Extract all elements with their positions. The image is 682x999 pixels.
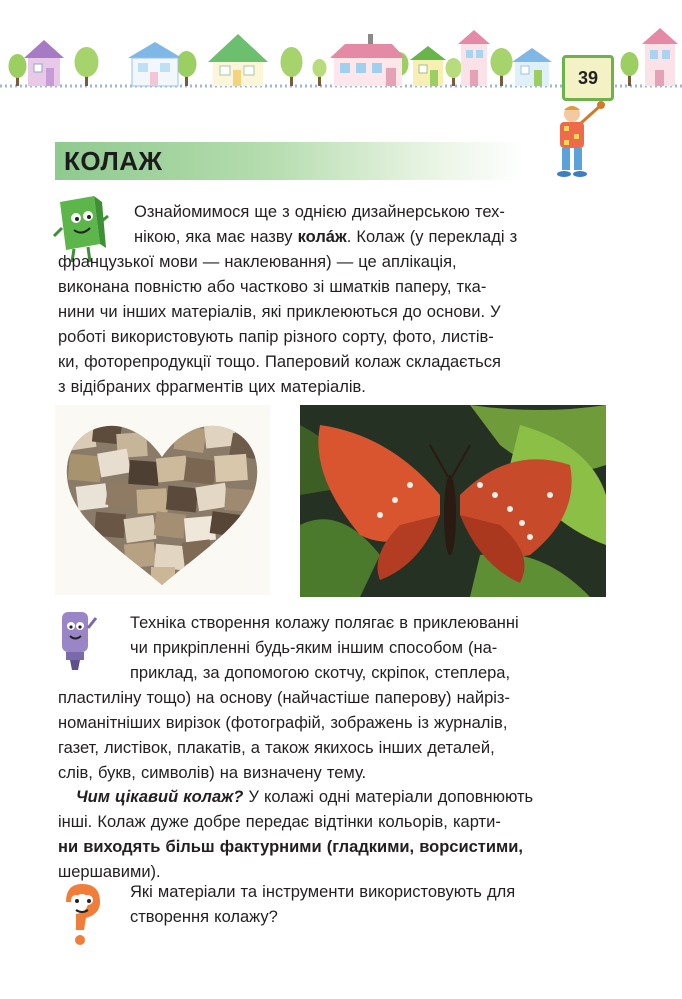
intro-line-7: ки, фоторепродукції тощо. Паперовий колаж складається	[58, 353, 501, 371]
intro-line-5: нини чи інших матеріалів, які приклеюються до основи. У	[58, 303, 501, 321]
interest-question: Чим цікавий колаж?	[76, 788, 244, 806]
page-title: КОЛАЖ	[64, 146, 163, 176]
interest-line-3: ни виходять більш фактурними (гладкими, ворсистими,	[58, 838, 523, 856]
orange-question-mascot-icon	[52, 880, 108, 946]
butterfly-collage-photo	[300, 405, 606, 597]
interest-line-2: інші. Колаж дуже добре передає відтінки кольорів, карти-	[58, 813, 501, 831]
technique-line-1: Техніка створення колажу полягає в приклеюванні	[130, 614, 519, 632]
technique-line-6: газет, листівок, плакатів, а також якихось інших деталей,	[58, 739, 495, 757]
intro-line-1: Ознайомимося ще з однією дизайнерською тех-	[134, 203, 505, 221]
interest-line-1: Чим цікавий колаж? У колажі одні матеріали доповнюють	[76, 788, 534, 806]
purple-glue-mascot-icon	[52, 608, 98, 672]
page-number: 39	[562, 55, 614, 101]
technique-line-2: чи прикріпленні будь-яким іншим способом (на-	[130, 639, 498, 657]
intro-line-8: з відібраних фрагментів цих матеріалів.	[58, 378, 366, 396]
intro-line-4: виконана повністю або частково зі шматків паперу, тка-	[58, 278, 487, 296]
interest-line-4: шершавими).	[58, 863, 161, 881]
technique-line-3: приклад, за допомогою скотчу, скріпок, степлера,	[130, 664, 511, 682]
intro-line-6: роботі використовують папір різного сорту, фото, листів-	[58, 328, 494, 346]
boy-mascot-icon	[546, 100, 606, 182]
task-line-1: Які матеріали та інструменти використовують для	[130, 883, 516, 901]
technique-line-5: номанітніших вирізок (фотографій, зображень із журналів,	[58, 714, 508, 732]
intro-line-2: нікою, яка має назву колáж. Колаж (у перекладі з	[134, 228, 518, 246]
task-line-2: створення колажу?	[130, 908, 278, 926]
intro-line-3: французької мови — наклеювання) — це аплікація,	[58, 253, 457, 271]
term-collage: колáж	[297, 228, 347, 246]
technique-line-7: слів, букв, символів) на визначену тему.	[58, 764, 367, 782]
heart-collage-photo	[55, 405, 270, 595]
technique-line-4: пластиліну тощо) на основу (найчастіше паперову) найріз-	[58, 689, 510, 707]
